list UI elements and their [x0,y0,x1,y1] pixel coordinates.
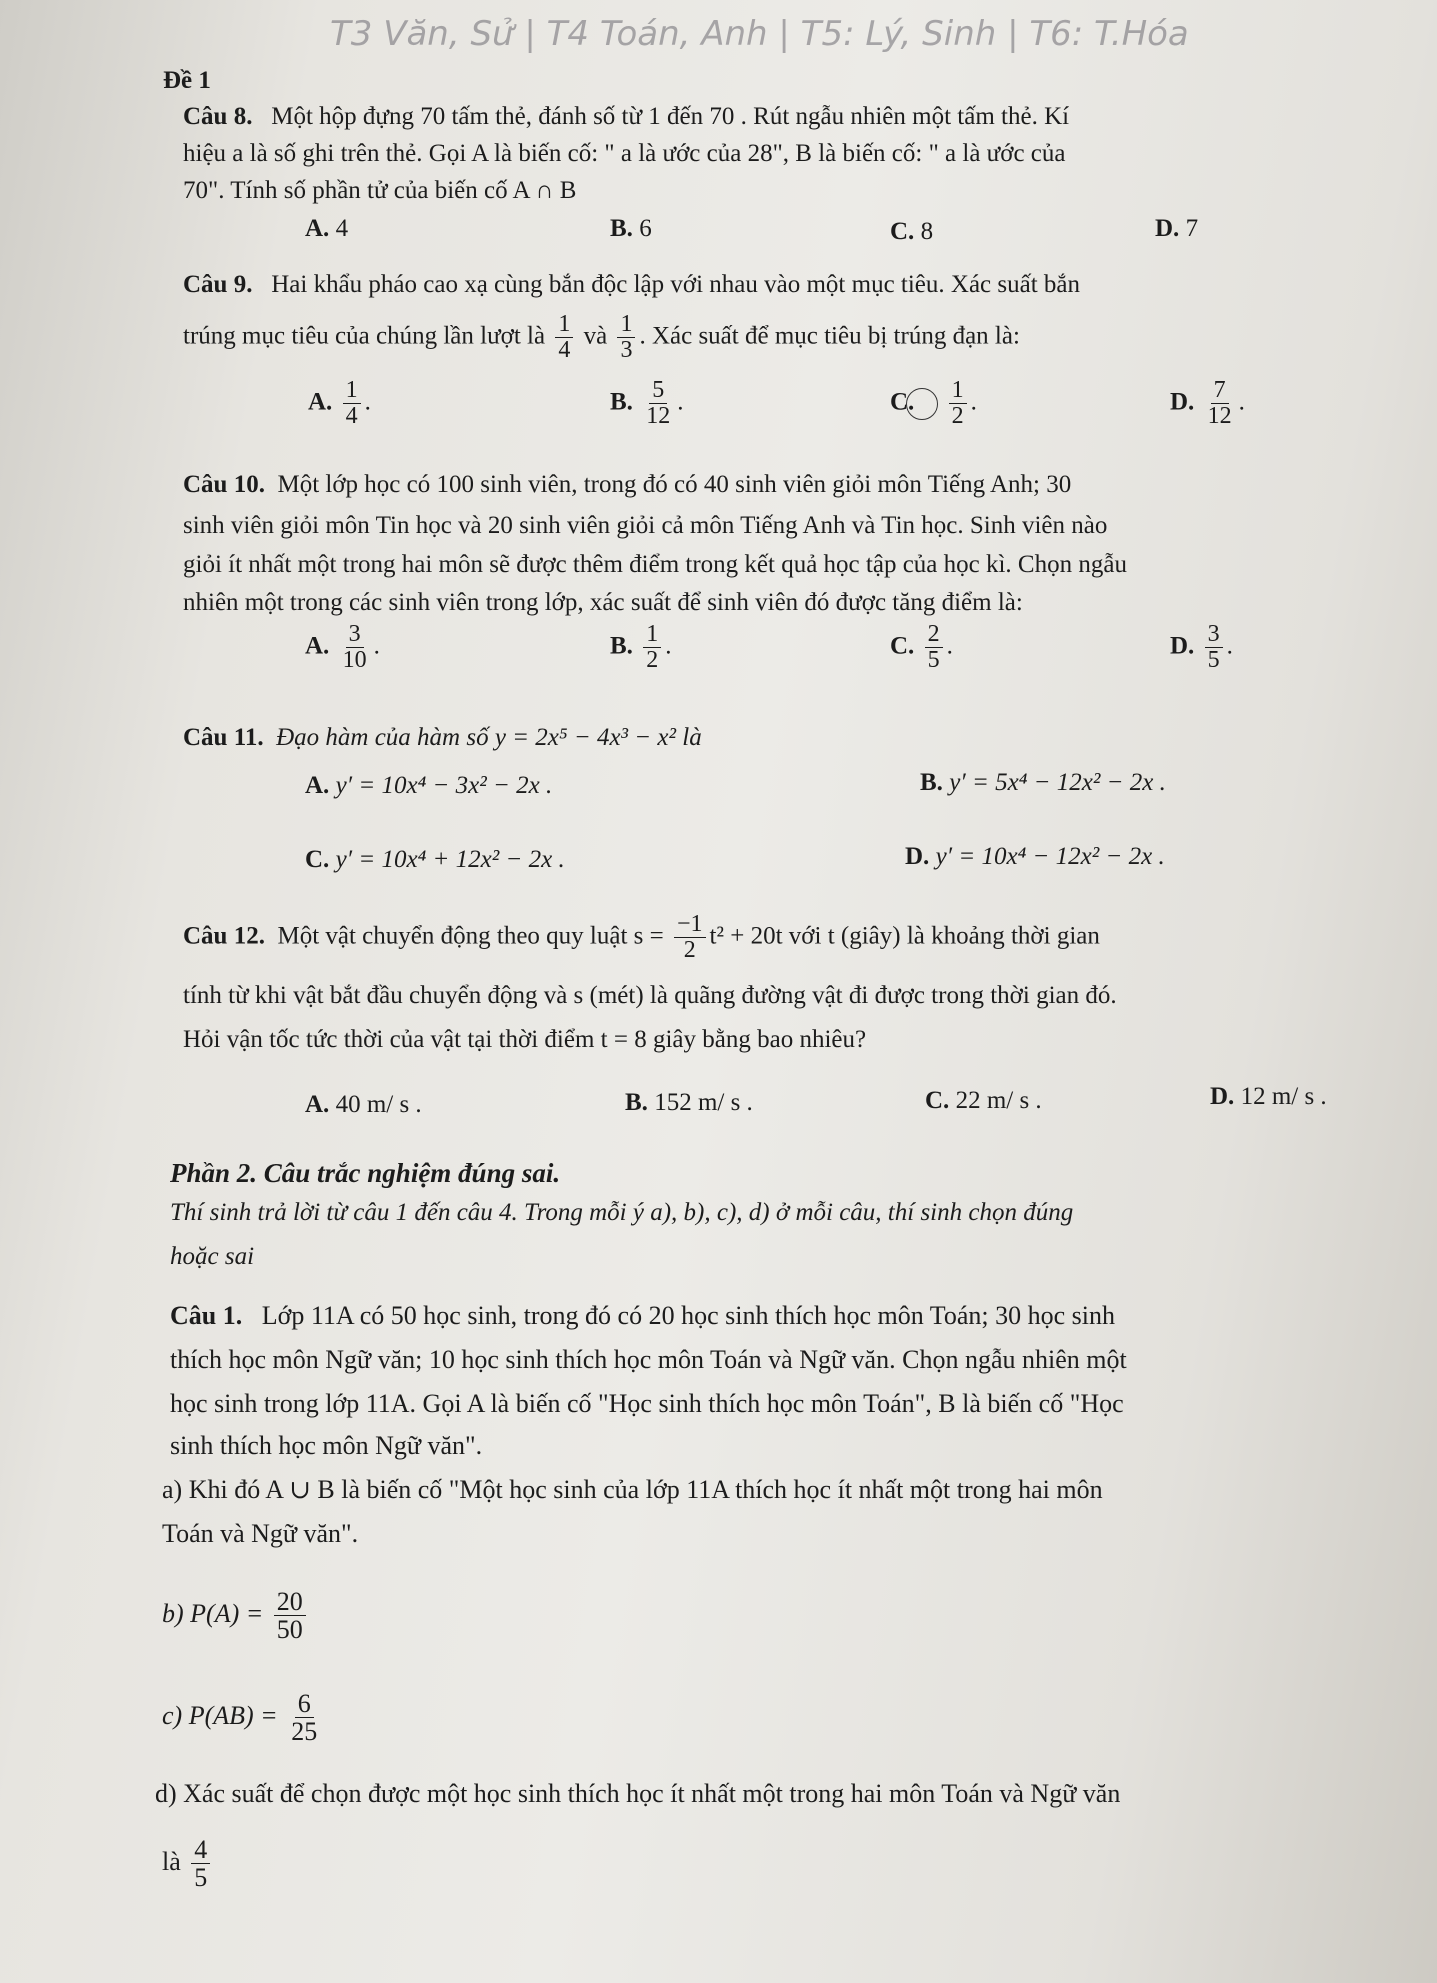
q9-option-b[interactable]: B. $\frac{5}{12}$ . [610,377,684,430]
q8-line1: Câu 8. Một hộp đựng 70 tấm thẻ, đánh số từ 1 đến 70 . Rút ngẫu nhiên một tấm thẻ. Kí [183,103,1070,130]
p2q1-line4: sinh thích học môn Ngữ văn". [170,1431,483,1460]
p2q1-statement-d-line1[interactable]: d) Xác suất để chọn được một học sinh thích học ít nhất một trong hai môn Toán và Ngữ văn [155,1779,1121,1808]
q11-option-a[interactable]: A. y′ = 10x⁴ − 3x² − 2x . [305,772,553,799]
part2-instruction-line2: hoặc sai [170,1243,255,1270]
q12-line3: Hỏi vận tốc tức thời của vật tại thời điểm t = 8 giây bằng bao nhiêu? [183,1026,867,1053]
q12-option-b[interactable]: B. 152 m/ s . [625,1089,753,1116]
q12-option-a[interactable]: A. 40 m/ s . [305,1091,422,1118]
q8-option-d[interactable]: D. 7 [1155,215,1199,242]
p2q1-statement-a-line2: Toán và Ngữ văn". [162,1519,359,1548]
q9-option-d[interactable]: D. $\frac{7}{12}$ . [1170,377,1245,430]
q10-line4: nhiên một trong các sinh viên trong lớp, xác suất để sinh viên đó được tăng điểm là: [183,589,1023,616]
q8-line3: 70". Tính số phần tử của biến cố A ∩ B [183,177,577,204]
answer-circle-mark [906,388,938,420]
q12-line2: tính từ khi vật bắt đầu chuyển động và s (mét) là quãng đường vật đi được trong thời gian đó. [183,982,1117,1009]
q10-line3: giỏi ít nhất một trong hai môn sẽ được thêm điểm trong kết quả học tập của học kì. Chọn ngẫu [183,551,1127,578]
q8-option-b[interactable]: B. 6 [610,215,652,242]
q9-prob2-fraction: $\frac{1}{3}$ [617,312,635,363]
part2-title: Phần 2. Câu trắc nghiệm đúng sai. [170,1158,561,1188]
q12-option-c[interactable]: C. 22 m/ s . [925,1087,1042,1114]
q10-option-a[interactable]: A. $\frac{3}{10}$ . [305,621,380,674]
q12-coef-fraction: $\frac{-1}{2}$ [674,912,706,963]
q11-line1: Câu 11. Đạo hàm của hàm số y = 2x⁵ − 4x³ − x² là [183,724,702,751]
q10-option-b[interactable]: B. $\frac{1}{2}$ . [610,621,672,674]
q8-line2: hiệu a là số ghi trên thẻ. Gọi A là biến cố: " a là ước của 28", B là biến cố: " a là ước của [183,140,1066,167]
q9-option-c[interactable]: C. $\frac{1}{2}$ . [890,377,977,430]
p2q1-statement-a-line1[interactable]: a) Khi đó A ∪ B là biến cố "Một học sinh của lớp 11A thích học ít nhất một trong hai môn [162,1475,1103,1504]
p2q1-line1: Câu 1. Lớp 11A có 50 học sinh, trong đó có 20 học sinh thích học môn Toán; 30 học sinh [170,1301,1115,1330]
q9-option-a[interactable]: A. $\frac{1}{4}$ . [308,377,371,430]
q9-line1: Câu 9. Hai khẩu pháo cao xạ cùng bắn độc lập với nhau vào một mục tiêu. Xác suất bắn [183,271,1081,298]
q10-line2: sinh viên giỏi môn Tin học và 20 sinh viên giỏi cả môn Tiếng Anh và Tin học. Sinh viên nào [183,512,1108,539]
p2q1-statement-d-line2: là $\frac{4}{5}$ [162,1836,214,1892]
q11-option-c[interactable]: C. y′ = 10x⁴ + 12x² − 2x . [305,846,565,873]
q11-option-d[interactable]: D. y′ = 10x⁴ − 12x² − 2x . [905,843,1165,870]
q9-line2: trúng mục tiêu của chúng lần lượt là $\frac{1}{4}$ và $\frac{1}{3}$ . Xác suất để mục tiêu bị trúng đạn là: [183,311,1020,364]
p2q1-line3: học sinh trong lớp 11A. Gọi A là biến cố "Học sinh thích học môn Toán", B là biến cố "Học [170,1389,1124,1418]
q8-option-c[interactable]: C. 8 [890,218,934,245]
p2q1-statement-b[interactable]: b) P(A) = $\frac{20}{50}$ [162,1588,310,1644]
p2q1-line2: thích học môn Ngữ văn; 10 học sinh thích học môn Toán và Ngữ văn. Chọn ngẫu nhiên một [170,1345,1127,1374]
part2-instruction-line1: Thí sinh trả lời từ câu 1 đến câu 4. Trong mỗi ý a), b), c), d) ở mỗi câu, thí sinh chọn đúng [170,1199,1074,1226]
q8-option-a[interactable]: A. 4 [305,215,349,242]
q10-option-c[interactable]: C. $\frac{2}{5}$ . [890,621,953,674]
handwritten-schedule: T3 Văn, Sử | T4 Toán, Anh | T5: Lý, Sinh | T6: T.Hóa [330,14,1189,54]
q10-line1: Câu 10. Một lớp học có 100 sinh viên, trong đó có 40 sinh viên giỏi môn Tiếng Anh; 30 [183,471,1072,498]
exam-title: Đề 1 [163,67,211,94]
p2q1-statement-c[interactable]: c) P(AB) = $\frac{6}{25}$ [162,1689,318,1747]
q9-prob1-fraction: $\frac{1}{4}$ [555,312,573,363]
q12-line1: Câu 12. Một vật chuyển động theo quy luật s = $\frac{-1}{2}$ t² + 20t với t (giây) là khoảng thời gian [183,911,1100,964]
q11-option-b[interactable]: B. y′ = 5x⁴ − 12x² − 2x . [920,769,1166,796]
q12-option-d[interactable]: D. 12 m/ s . [1210,1083,1327,1110]
q10-option-d[interactable]: D. $\frac{3}{5}$ . [1170,621,1233,674]
